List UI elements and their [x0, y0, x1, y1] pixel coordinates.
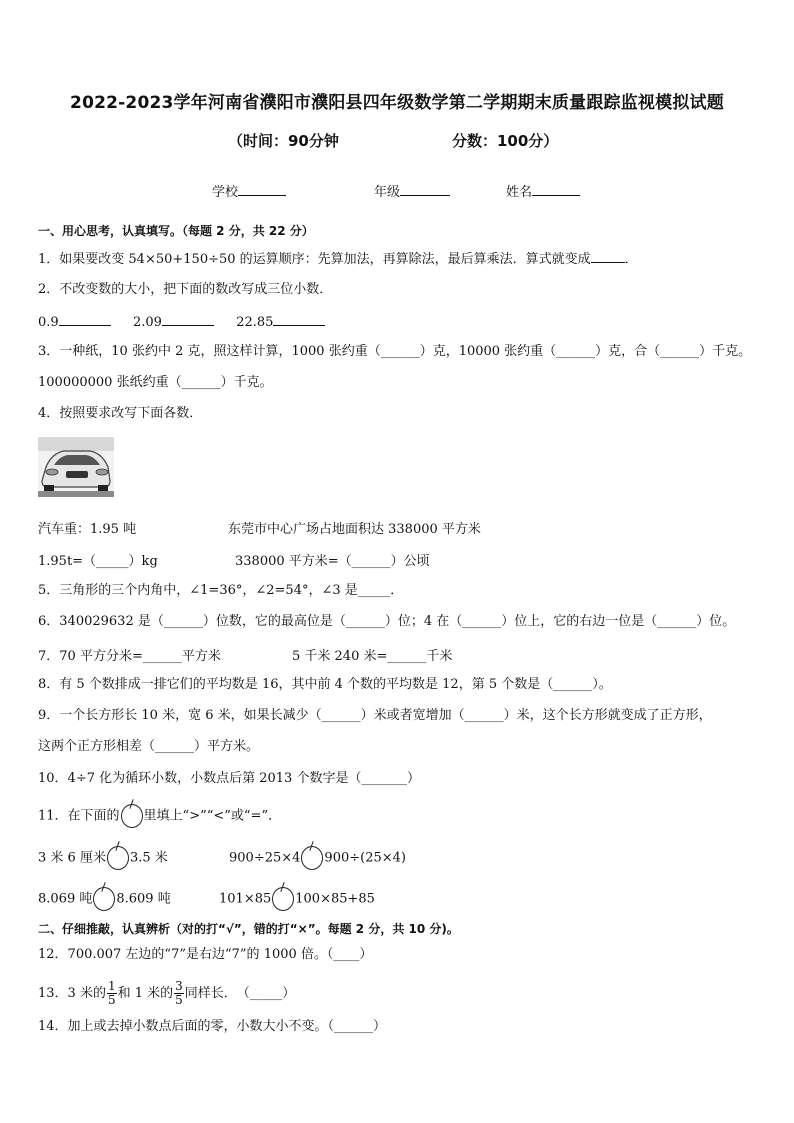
q4-area-label: 东莞市中心广场占地面积达 338000 平方米 [228, 522, 481, 537]
q4-car-convert: 1.95t=（_____）kg [38, 554, 158, 569]
grade-label: 年级 [374, 185, 401, 200]
fraction-2-denominator: 5 [175, 993, 183, 1007]
grade-field [374, 181, 450, 200]
question-11 [38, 804, 281, 828]
question-7-b: 5 千米 240 米=______千米 [292, 649, 453, 664]
question-8: 8．有 5 个数排成一排它们的平均数是 16，其中前 4 个数的平均数是 12，第 5 个数是（______）。 [38, 677, 612, 692]
question-14: 14．加上或去掉小数点后面的零，小数大小不变。（______） [38, 1019, 387, 1034]
name-label: 姓名 [506, 185, 533, 200]
compare-circle-icon [121, 804, 143, 828]
school-blank [238, 183, 286, 196]
question-9-line-2: 这两个正方形相差（______）平方米。 [38, 739, 260, 754]
q11-d-left: 101×85 [219, 891, 272, 907]
q11-d-answer-circle[interactable] [272, 887, 294, 911]
q11-pre: 11．在下面的 [38, 808, 120, 824]
q11-b-right: 900÷(25×4) [324, 850, 406, 866]
question-4: 4．按照要求改写下面各数． [38, 406, 203, 421]
q11-a-answer-circle[interactable] [107, 846, 129, 870]
question-13 [38, 978, 295, 1010]
car-photo [38, 437, 114, 497]
grade-blank [400, 183, 450, 196]
q11-b-answer-circle[interactable] [301, 846, 323, 870]
q2-item-c: 22.85 [236, 315, 274, 330]
question-7-a: 7．70 平方分米=______平方米 [38, 649, 221, 664]
section-2-heading: 二、仔细推敲，认真辨析（对的打“√”，错的打“×”。每题 2 分，共 10 分)。 [38, 922, 459, 936]
fraction-1-numerator: 1 [107, 979, 116, 993]
q11-b-left: 900÷25×4 [229, 850, 301, 866]
q11-c-left: 8.069 吨 [38, 891, 93, 907]
q11-a-left: 3 米 6 厘米 [38, 850, 106, 866]
school-label: 学校 [212, 185, 239, 200]
question-3-line-1: 3．一种纸，10 张约中 2 克，照这样计算，1000 张约重（______）克，10000 张约重（______）克，合（______）千克。 [38, 344, 752, 359]
question-1-blank [591, 250, 625, 263]
q4-car-label: 汽车重：1.95 吨 [38, 522, 137, 537]
q11-a-right: 3.5 米 [129, 850, 168, 866]
question-12: 12．700.007 左边的“7”是右边“7”的 1000 倍。（____） [38, 947, 373, 962]
q11-post: 里填上“>”“<”或“=”． [143, 808, 282, 824]
section-1-heading: 一、用心思考，认真填写。（每题 2 分，共 22 分） [38, 224, 314, 238]
question-3-line-2: 100000000 张纸约重（______）千克。 [38, 375, 273, 390]
q11-item-c [38, 887, 171, 911]
name-field [506, 181, 580, 200]
fraction-2-numerator: 3 [175, 979, 183, 993]
question-2: 2．不改变数的大小，把下面的数改写成三位小数． [38, 282, 333, 297]
question-6: 6．340029632 是（______）位数，它的最高位是（______）位；4 在（______）位上，它的右边一位是（______）位。 [38, 614, 736, 629]
q11-d-right: 100×85+85 [295, 891, 375, 907]
question-9-line-1: 9．一个长方形长 10 米，宽 6 米，如果长减少（______）米或者宽增加（______）米，这个长方形就变成了正方形， [38, 708, 712, 723]
q13-mid: 和 1 米的 [117, 986, 174, 1001]
q13-post: 同样长． （_____） [184, 986, 296, 1001]
fraction-1-denominator: 5 [107, 993, 116, 1007]
q11-item-d [219, 887, 375, 911]
exam-score: 分数：100分） [452, 132, 559, 150]
question-1 [38, 250, 638, 269]
q13-pre: 13．3 米的 [38, 986, 106, 1001]
question-1-text: 1．如果要改变 54×50+150÷50 的运算顺序：先算加法，再算除法，最后算乘法．算式就变成 [38, 252, 591, 267]
exam-title: 2022-2023学年河南省濮阳市濮阳县四年级数学第二学期期末质量跟踪监视模拟试题 [70, 93, 724, 113]
q2-blank-a [59, 313, 111, 326]
school-field [212, 181, 286, 200]
q4-area-convert: 338000 平方米=（______）公顷 [235, 554, 430, 569]
q11-item-a [38, 846, 168, 870]
q11-c-answer-circle[interactable] [93, 887, 115, 911]
q11-item-b [229, 846, 406, 870]
fraction-one-fifth [107, 980, 117, 1007]
name-blank [532, 183, 580, 196]
q2-blank-c [273, 313, 325, 326]
question-10: 10．4÷7 化为循环小数，小数点后第 2013 个数字是（_______） [38, 771, 420, 786]
question-1-end: ． [624, 252, 638, 267]
question-5: 5．三角形的三个内角中，∠1=36°，∠2=54°，∠3 是_____． [38, 583, 404, 598]
question-2-items [38, 313, 325, 332]
exam-time: （时间：90分钟 [228, 132, 339, 150]
q2-blank-b [162, 313, 214, 326]
q2-item-a: 0.9 [38, 315, 59, 330]
q2-item-b: 2.09 [132, 315, 162, 330]
q11-c-right: 8.609 吨 [116, 891, 171, 907]
fraction-three-fifths [174, 980, 184, 1007]
